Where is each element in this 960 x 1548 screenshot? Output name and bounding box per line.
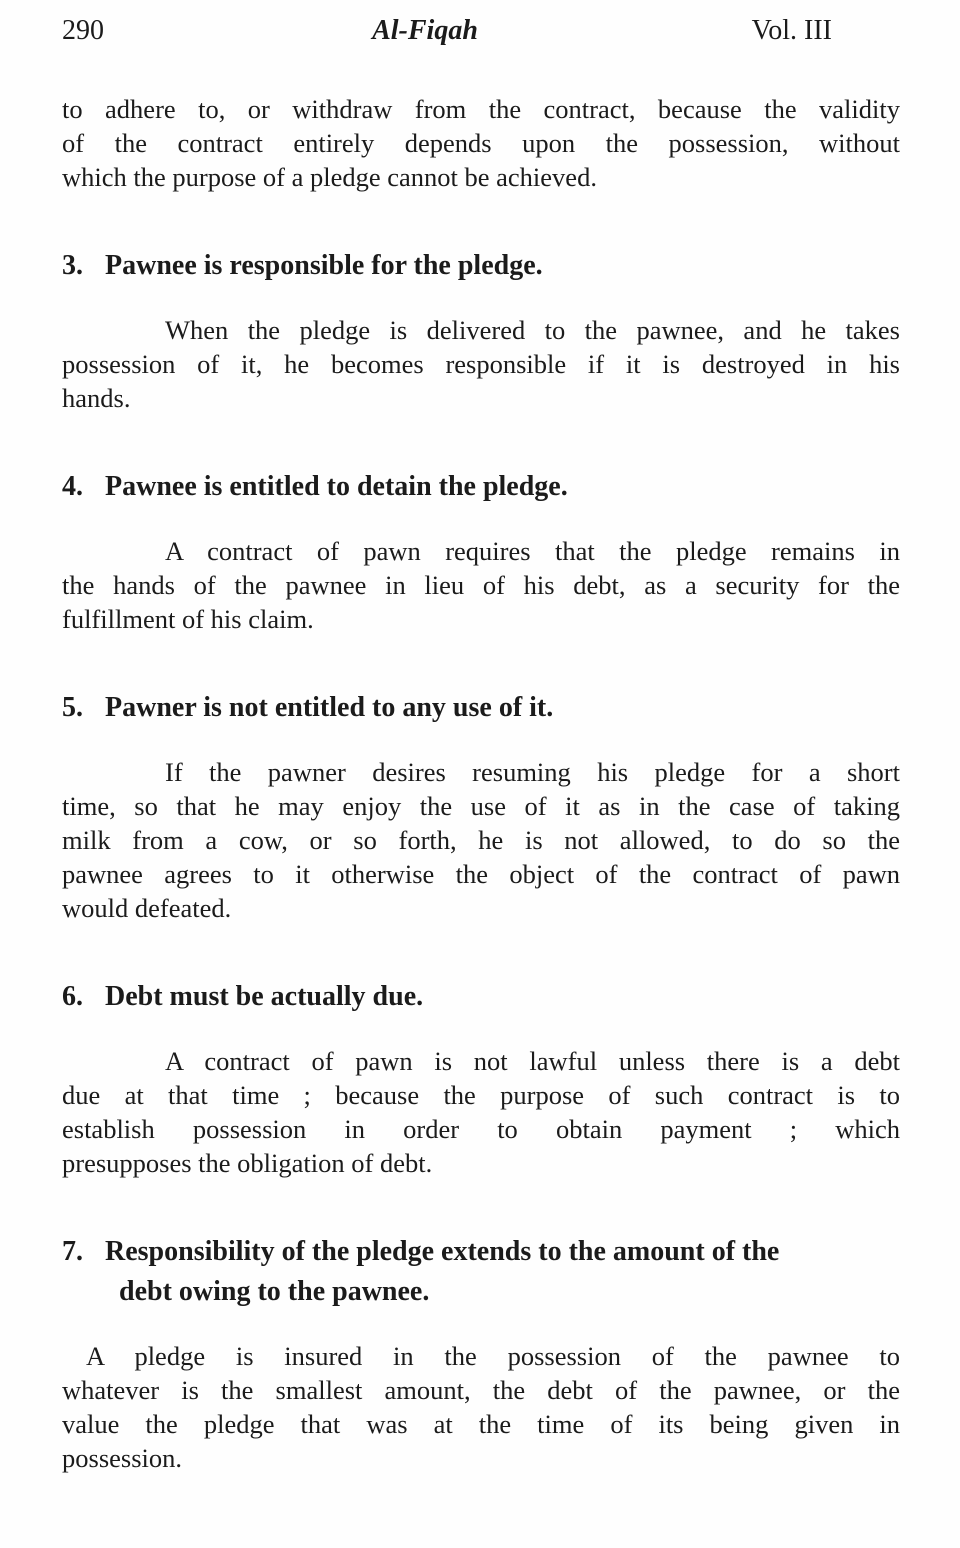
paragraph <box>62 1044 900 1180</box>
running-header <box>0 0 960 66</box>
heading-text-line: Debt must be actually due. <box>105 981 424 1012</box>
heading-number: 3. <box>62 250 83 281</box>
heading-number: 5. <box>62 692 83 723</box>
text-line: possession of it, he becomes responsible if it is destroyed in his <box>62 349 900 379</box>
text-line: the hands of the pawnee in lieu of his debt, as a security for the <box>62 570 900 600</box>
paragraph <box>62 92 900 194</box>
section-heading <box>62 977 900 1017</box>
heading-number: 4. <box>62 471 83 502</box>
text-line: fulfillment of his claim. <box>62 604 314 634</box>
text-line: A pledge is insured in the possession of the pawnee to <box>86 1341 900 1371</box>
heading-text <box>105 1232 900 1312</box>
text-line: milk from a cow, or so forth, he is not allowed, to do so the <box>62 825 900 855</box>
text-line: whatever is the smallest amount, the debt of the pawnee, or the <box>62 1375 900 1405</box>
page-number: 290 <box>62 15 104 46</box>
paragraph <box>62 1339 900 1475</box>
heading-text-line: Pawner is not entitled to any use of it. <box>105 692 554 723</box>
text-line: If the pawner desires resuming his pledge for a short <box>165 757 900 787</box>
heading-text-line: Pawnee is responsible for the pledge. <box>105 250 543 281</box>
text-line: possession. <box>62 1443 183 1473</box>
heading-text <box>105 467 900 507</box>
section-heading <box>62 688 900 728</box>
text-line: A contract of pawn is not lawful unless there is a debt <box>165 1046 900 1076</box>
paragraph <box>62 534 900 636</box>
heading-text-line: Pawnee is entitled to detain the pledge. <box>105 471 568 502</box>
text-line: establish possession in order to obtain payment ; which <box>62 1114 900 1144</box>
text-line: value the pledge that was at the time of its being given in <box>62 1409 900 1439</box>
text-line: time, so that he may enjoy the use of it as in the case of taking <box>62 791 900 821</box>
heading-text-line: debt owing to the pawnee. <box>119 1276 430 1307</box>
heading-text-line: Responsibility of the pledge extends to the amount of the <box>105 1236 780 1267</box>
text-line: due at that time ; because the purpose of such contract is to <box>62 1080 900 1110</box>
heading-number: 6. <box>62 981 83 1012</box>
heading-number: 7. <box>62 1236 83 1267</box>
text-line: to adhere to, or withdraw from the contract, because the validity <box>62 94 900 124</box>
text-line: A contract of pawn requires that the pledge remains in <box>165 536 900 566</box>
text-line: When the pledge is delivered to the pawnee, and he takes <box>165 315 900 345</box>
paragraph <box>62 313 900 415</box>
text-line: of the contract entirely depends upon the possession, without <box>62 128 900 158</box>
text-line: presupposes the obligation of debt. <box>62 1148 433 1178</box>
text-line: hands. <box>62 383 131 413</box>
section-heading <box>62 1232 900 1312</box>
text-line: which the purpose of a pledge cannot be achieved. <box>62 162 597 192</box>
text-line: pawnee agrees to it otherwise the object of the contract of pawn <box>62 859 900 889</box>
page-body <box>0 92 960 1475</box>
text-line: would defeated. <box>62 893 232 923</box>
heading-text <box>105 688 900 728</box>
heading-text <box>105 977 900 1017</box>
volume-label: Vol. III <box>751 15 832 46</box>
book-title: Al-Fiqah <box>372 15 478 46</box>
section-heading <box>62 246 900 286</box>
paragraph <box>62 755 900 925</box>
heading-text <box>105 246 900 286</box>
section-heading <box>62 467 900 507</box>
